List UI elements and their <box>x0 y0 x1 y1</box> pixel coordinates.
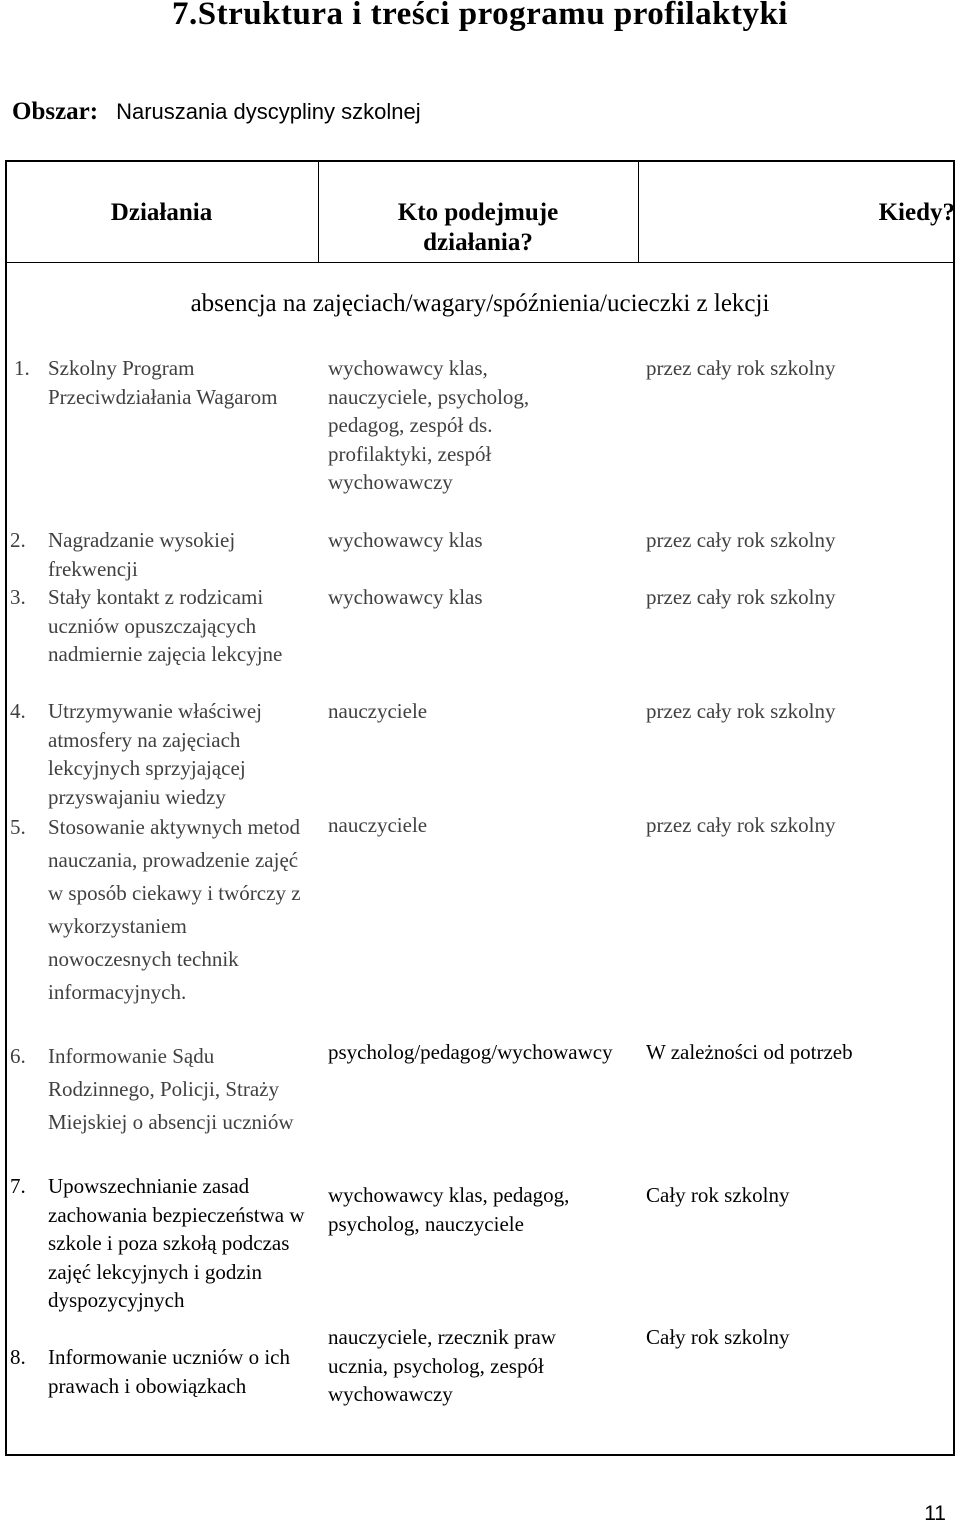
table-row <box>0 1172 315 1315</box>
action-cell <box>0 811 305 1009</box>
when-cell: przez cały rok szkolny <box>646 699 836 723</box>
when-cell: przez cały rok szkolny <box>646 585 836 609</box>
who-cell: nauczyciele, rzecznik praw ucznia, psycholog, zespół wychowawczy <box>328 1325 556 1406</box>
item-number: 1. <box>14 356 30 380</box>
when-cell: Cały rok szkolny <box>646 1325 790 1349</box>
action-cell <box>0 526 300 583</box>
header-row-divider <box>5 262 955 263</box>
action-cell <box>0 1343 305 1400</box>
page-number: 11 <box>924 1502 946 1525</box>
table-row <box>0 1343 305 1400</box>
who-cell: wychowawcy klas <box>328 528 483 552</box>
action-cell <box>0 697 300 811</box>
who-cell: nauczyciele <box>328 699 428 723</box>
action-text: Szkolny Program Przeciwdziałania Wagarom <box>48 356 278 409</box>
action-text: Stosowanie aktywnych metod nauczania, prowadzenie zajęć w sposób ciekawy i twórczy z wykorzystaniem nowoczesnych technik informacyjnych. <box>48 815 301 1004</box>
table-row <box>0 697 300 811</box>
item-number: 5. <box>10 815 26 839</box>
item-number: 7. <box>10 1174 26 1198</box>
table-row <box>0 1040 300 1139</box>
when-cell: przez cały rok szkolny <box>646 813 836 837</box>
when-cell: przez cały rok szkolny <box>646 356 836 380</box>
when-cell: przez cały rok szkolny <box>646 528 836 552</box>
area-label: Obszar: <box>12 98 99 125</box>
when-cell: W zależności od potrzeb <box>646 1040 853 1064</box>
table-row <box>0 811 305 1009</box>
action-text: Nagradzanie wysokiej frekwencji <box>48 528 236 581</box>
header-actions: Działania <box>110 199 213 226</box>
table-row <box>0 354 300 411</box>
item-number: 4. <box>10 699 26 723</box>
table-row <box>0 526 300 583</box>
area-line <box>12 98 421 126</box>
item-number: 8. <box>10 1345 26 1369</box>
action-cell <box>0 1040 300 1139</box>
who-cell: psycholog/pedagog/wychowawcy <box>328 1040 613 1064</box>
area-value: Naruszania dyscypliny szkolnej <box>116 99 421 124</box>
table-subheader: absencja na zajęciach/wagary/spóźnienia/ucieczki z lekcji <box>190 290 770 317</box>
header-when: Kiedy? <box>878 199 955 226</box>
action-text: Stały kontakt z rodzicami uczniów opuszczających nadmiernie zajęcia lekcyjne <box>48 585 283 666</box>
action-cell <box>0 354 300 411</box>
action-text: Utrzymywanie właściwej atmosfery na zajęciach lekcyjnych sprzyjającej przyswajaniu wiedzy <box>48 699 263 809</box>
item-number: 6. <box>10 1044 26 1068</box>
action-cell <box>0 1172 315 1315</box>
action-text: Informowanie uczniów o ich prawach i obowiązkach <box>48 1345 291 1398</box>
action-text: Upowszechnianie zasad zachowania bezpieczeństwa w szkole i poza szkołą podczas zajęć lekcyjnych i godzin dyspozycyjnych <box>48 1174 305 1312</box>
who-cell: wychowawcy klas <box>328 585 483 609</box>
who-cell: wychowawcy klas, nauczyciele, psycholog, pedagog, zespół ds. profilaktyki, zespół wychowawczy <box>328 356 530 494</box>
table-row <box>0 583 300 669</box>
action-cell <box>0 583 300 669</box>
page-title: 7.Struktura i treści programu profilaktyki <box>172 0 788 32</box>
header-column-divider-1 <box>318 160 319 262</box>
header-who: Kto podejmuje działania? <box>397 199 559 256</box>
who-cell: nauczyciele <box>328 813 428 837</box>
who-cell: wychowawcy klas, pedagog, psycholog, nauczyciele <box>328 1183 570 1236</box>
item-number: 3. <box>10 585 26 609</box>
item-number: 2. <box>10 528 26 552</box>
when-cell: Cały rok szkolny <box>646 1183 790 1207</box>
action-text: Informowanie Sądu Rodzinnego, Policji, Straży Miejskiej o absencji uczniów <box>48 1044 294 1134</box>
